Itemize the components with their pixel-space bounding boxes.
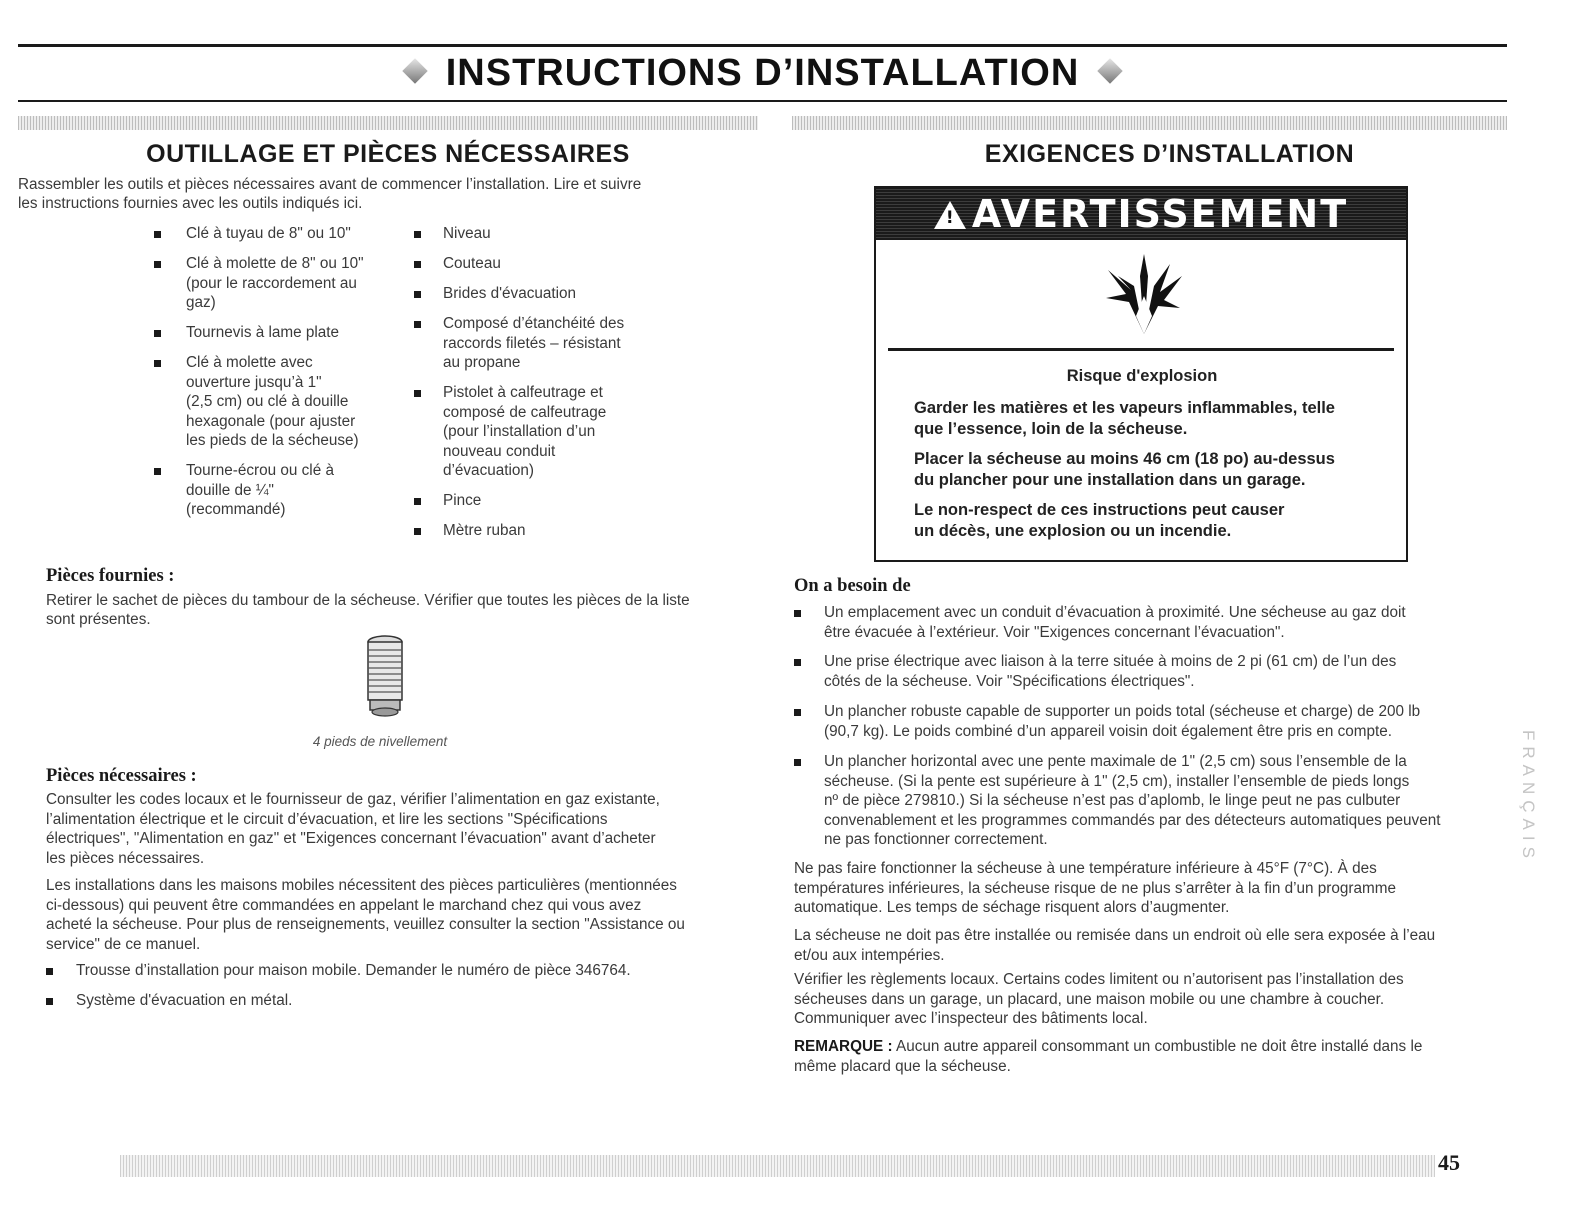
text-line: automatique. Les temps de séchage risquent alors d’augmenter. [794,899,1230,916]
page-number: 45 [1438,1150,1460,1175]
text-line: Rassembler les outils et pièces nécessaires avant de commencer l’installation. Lire et suivre [18,176,642,193]
need-item-text: ne pas fonctionner correctement. [824,831,1048,848]
bullet-icon [154,330,161,337]
warning-line: Le non-respect de ces instructions peut causer [914,501,1285,519]
need-item-text: Une prise électrique avec liaison à la terre située à moins de 2 pi (61 cm) de l’un des [824,653,1397,670]
warning-risk: Risque d'explosion [1066,367,1218,385]
warning-header-text [876,188,1406,240]
tool-item-text: gaz) [186,294,216,311]
tool-item-text: Tournevis à lame plate [186,324,340,341]
need-item-text: Un emplacement avec un conduit d’évacuation à proximité. Une sécheuse au gaz doit [824,604,1406,621]
text-line: sont présentes. [46,611,151,628]
bullet-icon [154,261,161,268]
remarque-line [794,1037,1422,1057]
tool-item-text: ouverture jusqu’à 1" [186,373,322,391]
need-item-text: Un plancher robuste capable de supporter un poids total (sécheuse et charge) de 200 lb [824,703,1421,720]
warning-divider [888,348,1394,351]
diamond-icon [1098,58,1123,83]
bullet-icon [414,321,421,328]
section-title-tools: OUTILLAGE ET PIÈCES NÉCESSAIRES [146,140,630,168]
warning-box [874,186,1408,562]
bullet-icon [154,231,161,238]
page-title [18,48,1507,98]
text-line: et/ou aux intempéries. [794,946,945,964]
section-title-requirements: EXIGENCES D’INSTALLATION [984,140,1355,168]
tool-item-text: Brides d'évacuation [443,285,577,302]
need-item-text: sécheuse. (Si la pente est supérieure à 1" (2,5 cm), installer l’ensemble de pieds longs [824,772,1410,790]
bullet-icon [414,390,421,397]
left-section-band [18,116,758,130]
bullet-icon [794,759,801,766]
right-section-band [792,116,1507,130]
text-line: l’alimentation électrique et le circuit d’évacuation, et lire les sections "Spécifications [46,810,608,828]
warning-triangle-icon [934,201,966,229]
text-line: La sécheuse ne doit pas être installée ou remisée dans un endroit où elle sera exposée à l’eau [794,927,1436,944]
tool-item-text: Niveau [443,225,491,242]
tool-item-text: (2,5 cm) ou clé à douille [186,393,349,410]
text-line: les pièces nécessaires. [46,849,205,867]
tool-item-text: (pour l’installation d’un [443,423,596,440]
pieces-fournies-heading: Pièces fournies : [46,566,175,586]
explosion-icon [1104,246,1184,336]
text-line: Consulter les codes locaux et le fournisseur de gaz, vérifier l’alimentation en gaz existante, [46,791,660,808]
bullet-icon [46,968,53,975]
tool-item-text: les pieds de la sécheuse) [186,432,359,449]
tool-item-text: hexagonale (pour ajuster [186,412,356,430]
pieces-necessaires-heading: Pièces nécessaires : [46,766,197,786]
text-line: Communiquer avec l’inspecteur des bâtiments local. [794,1010,1148,1027]
tool-item-text: (recommandé) [186,501,286,518]
top-rule [18,44,1507,47]
bullet-icon [414,498,421,505]
bullet-icon [414,291,421,298]
tool-item-text: raccords filetés – résistant [443,334,621,352]
tool-item-text: douille de ¼" [186,481,274,499]
side-language-label: FRANÇAIS [1519,730,1538,864]
bullet-icon [46,998,53,1005]
need-item-text: convenablement et les programmes commandés par des détecteurs automatiques peuvent [824,811,1441,829]
text-line: service" de ce manuel. [46,935,201,953]
tool-item-text: Tourne-écrou ou clé à [186,462,334,479]
warning-line: que l’essence, loin de la sécheuse. [914,420,1188,438]
bullet-icon [414,528,421,535]
bullet-icon [414,231,421,238]
footer-band [120,1155,1435,1177]
need-item-text: côtés de la sécheuse. Voir "Spécifications électriques". [824,672,1195,690]
remarque-label: REMARQUE : [794,1038,893,1055]
warning-line: du plancher pour une installation dans un garage. [914,471,1306,489]
need-item-text: (90,7 kg). Le poids combiné d’un appareil voisin doit également être pris en compte. [824,722,1393,740]
text-line: les instructions fournies avec les outils indiqués ici. [18,195,363,212]
need-item-text: être évacuée à l’extérieur. Voir "Exigences concernant l’évacuation". [824,623,1285,641]
tool-item-text: Couteau [443,255,501,272]
text-line: Retirer le sachet de pièces du tambour de la sécheuse. Vérifier que toutes les pièces de la liste [46,592,690,609]
illustration-caption: 4 pieds de nivellement [312,734,448,749]
tool-item-text: Clé à tuyau de 8" ou 10" [186,225,351,242]
text-line: Vérifier les règlements locaux. Certains codes limitent ou n’autorisent pas l’installation des [794,971,1404,988]
tool-item-text: Clé à molette avec [186,354,313,371]
text-line: Ne pas faire fonctionner la sécheuse à une température inférieure à 45°F (7°C). À des [794,860,1377,877]
text-line: acheté la sécheuse. Pour plus de renseignements, veuillez consulter la section "Assistance ou [46,916,685,933]
tool-item-text: (pour le raccordement au [186,274,357,292]
tool-item-text: Pistolet à calfeutrage et [443,384,603,401]
page-title-text: INSTRUCTIONS D’INSTALLATION [445,52,1080,94]
tool-item-text: Mètre ruban [443,522,526,539]
text-line: ci-dessous) qui peuvent être commandées en appelant le marchand chez qui vous avez [46,896,642,914]
tool-item-text: Clé à molette de 8" ou 10" [186,255,364,272]
remarque-text: même placard que la sécheuse. [794,1057,1011,1075]
warning-label: AVERTISSEMENT [971,192,1349,236]
text-line: Les installations dans les maisons mobiles nécessitent des pièces particulières (mentionnées [46,877,677,894]
extra-part-item: Système d'évacuation en métal. [76,992,293,1009]
bullet-icon [794,610,801,617]
title-underline [18,100,1507,102]
bullet-icon [154,468,161,475]
need-item-text: nº de pièce 279810.) Si la sécheuse n’est pas d’aplomb, le linge peut ne pas culbuter [824,792,1401,809]
tool-item-text: Composé d’étanchéité des [443,315,625,332]
bullet-icon [794,709,801,716]
diamond-icon [402,58,427,83]
warning-line: Placer la sécheuse au moins 46 cm (18 po) au-dessus [914,450,1335,468]
tool-item-text: nouveau conduit [443,442,556,460]
tool-item-text: composé de calfeutrage [443,403,607,421]
warning-line: Garder les matières et les vapeurs inflammables, telle [914,399,1335,417]
text-line: sécheuses dans un garage, un placard, une maison mobile ou une chambre à coucher. [794,990,1385,1008]
text-line: électriques", "Alimentation en gaz" et "Exigences concernant l’évacuation" avant d’acheter [46,830,656,847]
leveling-leg-illustration [355,632,415,722]
bullet-icon [794,659,801,666]
tool-item-text: d’évacuation) [443,462,534,479]
extra-part-item: Trousse d’installation pour maison mobile. Demander le numéro de pièce 346764. [76,962,631,979]
warning-line: un décès, une explosion ou un incendie. [914,522,1232,540]
need-heading: On a besoin de [794,576,911,596]
tool-item-text: au propane [443,354,521,371]
remarque-text: Aucun autre appareil consommant un combustible ne doit être installé dans le [892,1038,1423,1055]
bullet-icon [414,261,421,268]
text-line: températures inférieures, la sécheuse risque de ne plus s’arrêter à la fin d’un programme [794,879,1396,897]
bullet-icon [154,360,161,367]
tool-item-text: Pince [443,492,482,509]
need-item-text: Un plancher horizontal avec une pente maximale de 1" (2,5 cm) sous l’ensemble de la [824,753,1407,770]
